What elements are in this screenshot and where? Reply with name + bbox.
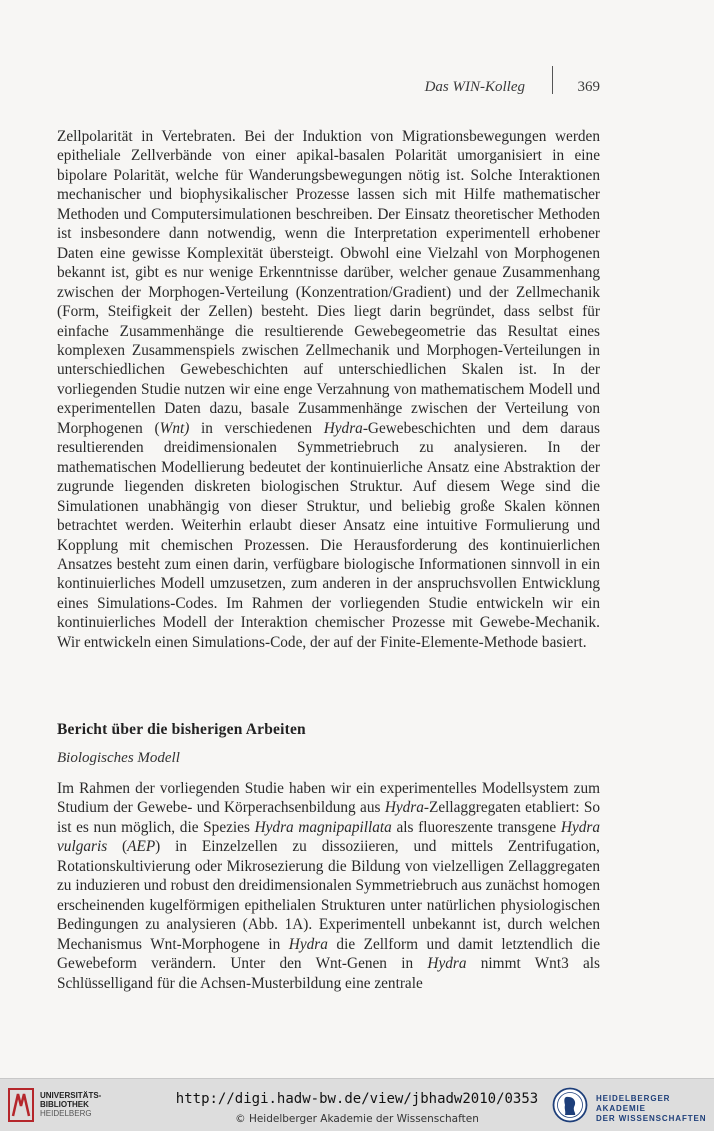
text-run: als fluoreszente transgene xyxy=(391,818,561,836)
university-library-logo-icon xyxy=(8,1088,34,1122)
library-name-line: UNIVERSITÄTS- xyxy=(40,1091,102,1100)
paragraph-text xyxy=(57,779,600,993)
permalink-url[interactable]: http://digi.hadw-bw.de/view/jbhadw2010/0353 xyxy=(175,1091,539,1107)
text-run: in verschiedenen xyxy=(189,419,324,437)
header-divider xyxy=(552,66,553,94)
body-paragraph-2 xyxy=(57,779,600,993)
text-run: -Gewebeschichten und dem daraus resultierenden dreidimensionalen Symmetriebruch zu analysieren. In der mathematischen Modellierung bedeutet der kontinuierliche Ansatz eine Abstraktion der zugrunde liegenden diskreten biologischen Struktur. Auf diesem Wege sind die Simulationen unabhängig von dieser Struktur, und beliebig große Skalen können betrachtet werden. Weiterhin erlaubt dieser Ansatz eine intuitive Formulierung und Kopplung mit chemischen Prozessen. Die Herausforderung des kontinuierlichen Ansatzes besteht zum einen darin, verfügbare biologische Informationen sinnvoll in ein kontinuierliches Modell umzusetzen, zum anderen in der anspruchsvollen Entwicklung eines Simulations-Codes. Im Rahmen der vorliegenden Studie entwickeln wir ein kontinuierliches Modell der Interaktion chemischer Prozesse mit Gewebe-Mechanik. Wir entwickeln einen Simulations-Code, der auf der Finite-Elemente-Methode basiert. xyxy=(57,419,600,651)
italic-run: AEP xyxy=(127,838,156,856)
paragraph-text xyxy=(57,127,600,652)
italic-run: Hydra xyxy=(384,799,424,817)
italic-run: Wnt) xyxy=(159,419,190,437)
academy-seal-icon xyxy=(552,1087,588,1123)
running-title: Das WIN-Kolleg xyxy=(424,79,525,95)
text-run: ) in Einzelzellen zu dissoziieren, und mittels Zentrifugation, Rotationskultivierung oder Mikrosezierung die Bildung von vielzelligen Zellaggregaten zu induzieren und robust den dreidimensionalen Symmetriebruch aus zunächst homogen erscheinenden kugelförmigen epithelialen Strukturen unter natürlichen physiologischen Bedingungen zu analysieren (Abb. 1A). Experimentell unbekannt ist, durch welchen Mechanismus Wnt-Morphogene in xyxy=(57,838,600,953)
text-run: nimmt Wnt3 als Schlüsselligand für die Achsen-Musterbildung eine zentrale xyxy=(57,955,600,992)
academy-name xyxy=(596,1094,714,1124)
italic-run: Hydra magnipapillata xyxy=(254,818,392,836)
italic-run: Hydra vulgaris xyxy=(57,818,600,856)
text-run: Im Rahmen der vorliegenden Studie haben wir ein experimentelles Modellsystem zum Studium der Gewebe- und Körperachsenbildung aus xyxy=(57,780,600,817)
university-library-name xyxy=(40,1091,101,1118)
subsection-heading: Biologisches Modell xyxy=(57,750,180,766)
italic-run: Hydra xyxy=(427,955,467,973)
italic-run: Hydra xyxy=(288,935,328,953)
text-run: die Zellform und damit letztendlich die Gewebeform verändern. Unter den Wnt-Genen in xyxy=(57,935,600,973)
text-run: Zellpolarität in Vertebraten. Bei der Induktion von Migrationsbewegungen werden epitheliale Zellverbände von einer apikal-basalen Polarität umorganisiert in eine bipolare Polarität, welche für Wanderungsbewegungen nötig ist. Solche Interaktionen mechanischer und biophysikalischer Prozesse lassen sich mit Hilfe mathematischer Methoden und Computersimulationen beschreiben. Der Einsatz theoretischer Methoden ist insbesondere dann notwendig, wenn die Interpretation experimentell erhobener Daten eine gewisse Komplexität übersteigt. Obwohl eine Vielzahl von Morphogenen bekannt ist, gibt es nur wenige Erkenntnisse darüber, welcher genaue Zusammenhang zwischen der Morphogen-Verteilung (Konzentration/Gradient) und der Zellmechanik (Form, Steifigkeit der Zellen) besteht. Dies liegt darin begründet, dass selbst für einfache Zusammenhänge die resultierende Gewebegeometrie das Resultat eines komplexen Zusammenspiels zwischen Zellmechanik und Morphogen-Verteilungen in unterschiedlichen Gewebeschichten auf unterschiedlichen Skalen ist. In der vorliegenden Studie nutzen wir eine enge Verzahnung von mathematischem Modell und experimentellen Daten dazu, basale Zusammenhänge zwischen der Verteilung von Morphogenen ( xyxy=(57,128,600,437)
body-paragraph-1 xyxy=(57,127,600,652)
academy-name-line: DER WISSENSCHAFTEN xyxy=(596,1114,707,1123)
page-number: 369 xyxy=(577,79,600,95)
library-name-line: BIBLIOTHEK xyxy=(40,1100,89,1109)
footer-bar xyxy=(0,1078,714,1131)
academy-name-line: HEIDELBERGER AKADEMIE xyxy=(596,1094,671,1113)
text-run: -Zellaggregaten etabliert: So ist es nun möglich, die Spezies xyxy=(57,799,600,836)
text-run: ( xyxy=(107,838,128,856)
library-city: HEIDELBERG xyxy=(40,1109,92,1118)
copyright-notice: © Heidelberger Akademie der Wissenschaften xyxy=(235,1113,479,1125)
section-heading: Bericht über die bisherigen Arbeiten xyxy=(57,721,306,738)
italic-run: Hydra xyxy=(323,419,363,437)
